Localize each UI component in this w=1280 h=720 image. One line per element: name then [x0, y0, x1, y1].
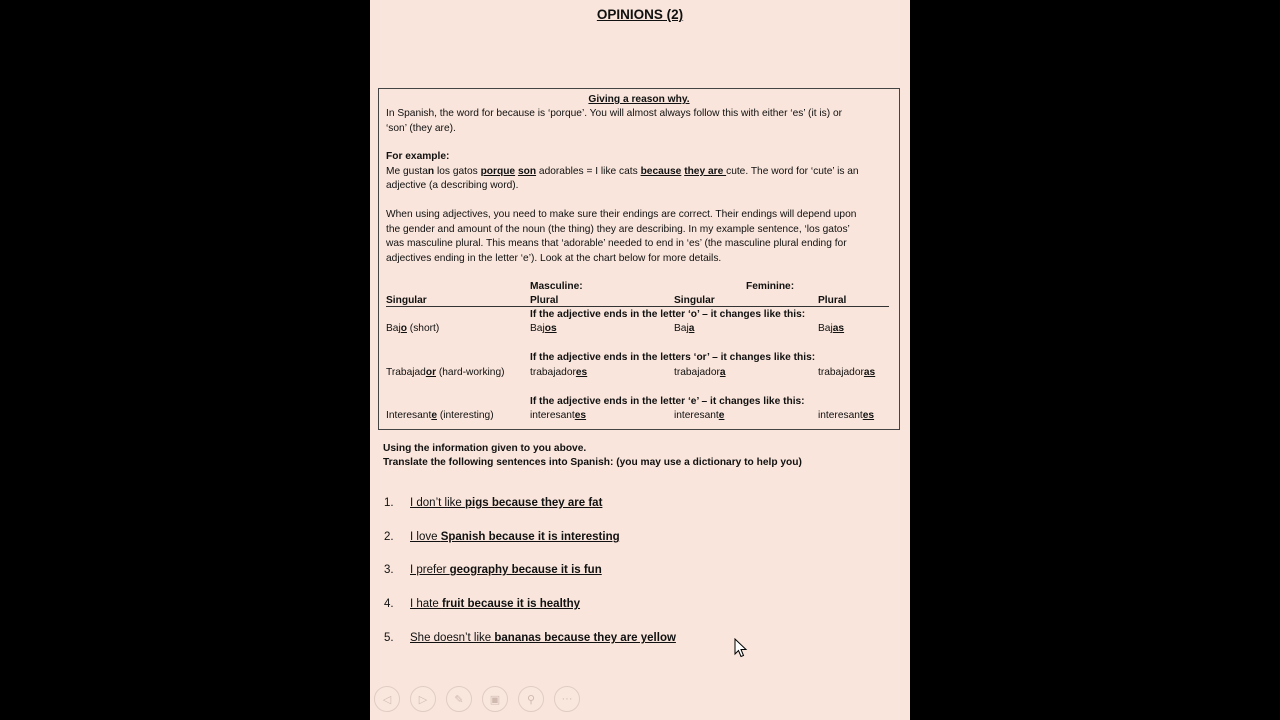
- chart-rule-or: If the adjective ends in the letters ‘or’ – it changes like this:: [530, 352, 816, 363]
- instruction-line-2: Translate the following sentences into Spanish: (you may use a dictionary to help you): [383, 457, 802, 468]
- chart-r1-fp: Bajas: [818, 323, 845, 334]
- page-title: OPINIONS (2): [596, 7, 684, 22]
- document-page: [370, 0, 910, 720]
- chart-r3-fp: interesantes: [818, 410, 875, 421]
- chart-col-singular-m: Singular: [386, 295, 427, 306]
- chart-r1-ms: Bajo (short): [386, 323, 440, 334]
- slides-icon[interactable]: ▣: [482, 686, 508, 712]
- question-item: 4. I hate fruit because it is healthy: [384, 598, 581, 610]
- chart-r1-fs: Baja: [674, 323, 695, 334]
- chart-col-singular-f: Singular: [674, 295, 715, 306]
- adjective-explanation: When using adjectives, you need to make sure their endings are correct. Their endings will depend upon the gender and amount of the noun (the thing) they are describing. In my example sentence, ‘los gatos’ was masculine plural. This means that ‘adorable’ needed to end in ‘es’ (the masculine plural ending for adjectives ending in the letter ‘e’). Look at the chart below for more details.: [386, 209, 857, 264]
- chart-r2-fs: trabajadora: [674, 367, 726, 378]
- question-item: 2. I love Spanish because it is interesting: [384, 531, 620, 543]
- question-item: 1. I don’t like pigs because they are fat: [384, 497, 603, 509]
- question-item: 5. She doesn’t like bananas because they are yellow: [384, 632, 676, 644]
- example-label: For example:: [386, 151, 450, 162]
- chart-r3-fs: interesante: [674, 410, 725, 421]
- chart-r3-ms: Interesante (interesting): [386, 410, 494, 421]
- chart-feminine-label: Feminine:: [746, 281, 795, 292]
- more-icon[interactable]: ···: [554, 686, 580, 712]
- next-icon[interactable]: ▷: [410, 686, 436, 712]
- chart-r2-fp: trabajadoras: [818, 367, 876, 378]
- mouse-cursor-icon: [734, 638, 748, 658]
- example-sentence-cont: adjective (a describing word).: [386, 180, 519, 191]
- chart-header-rule: [386, 306, 889, 307]
- chart-col-plural-m: Plural: [530, 295, 559, 306]
- question-item: 3. I prefer geography because it is fun: [384, 564, 602, 576]
- previous-icon[interactable]: ◁: [374, 686, 400, 712]
- chart-col-plural-f: Plural: [818, 295, 847, 306]
- chart-rule-o: If the adjective ends in the letter ‘o’ – it changes like this:: [530, 309, 806, 320]
- example-sentence: Me gustan los gatos porque son adorables = I like cats because they are cute. The word for ‘cute’ is an: [386, 166, 859, 177]
- box-heading: Giving a reason why.: [588, 94, 690, 105]
- pen-icon[interactable]: ✎: [446, 686, 472, 712]
- chart-rule-e: If the adjective ends in the letter ‘e’ – it changes like this:: [530, 396, 805, 407]
- chart-r2-mp: trabajadores: [530, 367, 588, 378]
- chart-r3-mp: interesantes: [530, 410, 587, 421]
- chart-r1-mp: Bajos: [530, 323, 557, 334]
- intro-text: In Spanish, the word for because is ‘porque’. You will almost always follow this with either ‘es’ (it is) or ‘son’ (they are).: [386, 108, 843, 134]
- chart-masculine-label: Masculine:: [530, 281, 583, 292]
- chart-r2-ms: Trabajador (hard-working): [386, 367, 505, 378]
- zoom-icon[interactable]: ⚲: [518, 686, 544, 712]
- instruction-line-1: Using the information given to you above.: [383, 443, 587, 454]
- info-box: [378, 88, 900, 430]
- slideshow-toolbar: [374, 686, 580, 714]
